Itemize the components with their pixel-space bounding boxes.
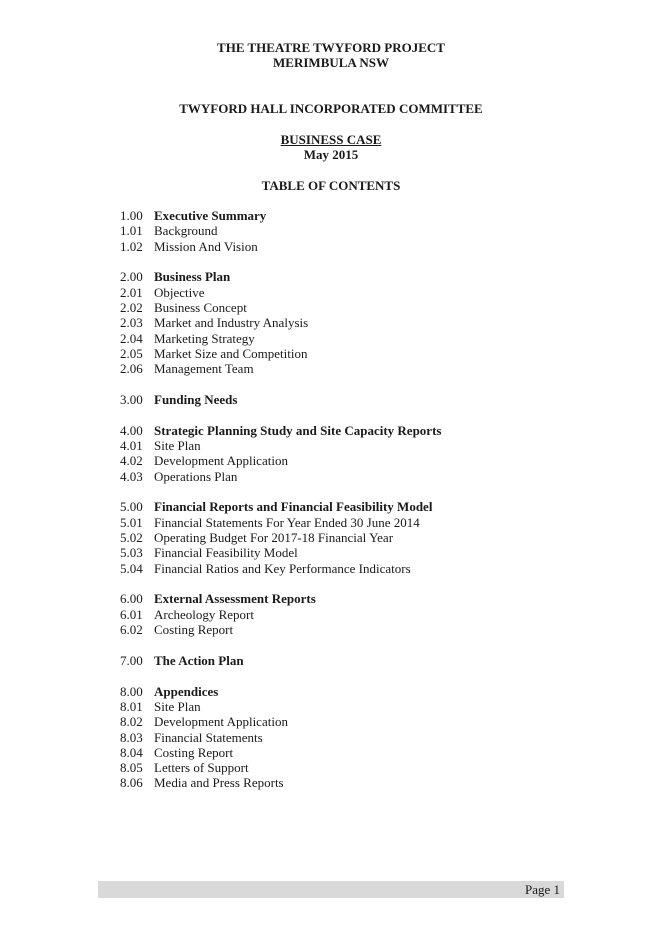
toc-section-label: The Action Plan: [154, 652, 244, 668]
toc-item-label: Financial Statements: [154, 729, 263, 745]
toc-section-label: Financial Reports and Financial Feasibility Model: [154, 499, 433, 515]
toc-item-number: 1.02: [120, 238, 143, 254]
toc-item-label: Letters of Support: [154, 760, 249, 776]
toc-section-label: Executive Summary: [154, 208, 267, 223]
toc-section: [120, 684, 580, 791]
toc-item: [120, 530, 580, 545]
toc-item-number: 4.01: [120, 438, 143, 454]
toc-item: [120, 285, 580, 300]
toc-section-heading: [120, 269, 580, 284]
toc-item: [120, 315, 580, 330]
toc-item-number: 8.06: [120, 775, 143, 791]
toc-section: [120, 653, 580, 668]
toc-item: [120, 469, 580, 484]
toc-item-number: 4.02: [120, 453, 143, 469]
document-date: May 2015: [303, 147, 359, 162]
toc-item: [120, 331, 580, 346]
toc-section-label: Appendices: [154, 683, 219, 699]
toc-item: [120, 515, 580, 530]
toc-section-number: 6.00: [120, 591, 143, 607]
toc-section: [120, 269, 580, 376]
toc-section: [120, 208, 580, 254]
toc-section-heading: [120, 684, 580, 699]
toc-item-label: Objective: [154, 284, 205, 300]
toc-item-number: 5.01: [120, 514, 143, 530]
toc-item: [120, 223, 580, 238]
toc-section-number: 5.00: [120, 499, 143, 515]
document-type: BUSINESS CASE: [280, 132, 382, 147]
toc-item-number: 2.06: [120, 361, 143, 377]
toc-item: [120, 622, 580, 637]
toc-item-label: Mission And Vision: [154, 238, 258, 254]
toc-item-label: Development Application: [154, 453, 288, 469]
toc-section-label: Strategic Planning Study and Site Capacity Reports: [154, 422, 442, 438]
page-footer: [98, 881, 564, 898]
toc-item-number: 5.03: [120, 545, 143, 561]
toc-section-number: 1.00: [120, 208, 143, 223]
toc-item-label: Costing Report: [154, 622, 234, 638]
toc-section-number: 8.00: [120, 683, 143, 699]
toc-section-number: 4.00: [120, 422, 143, 438]
toc-item: [120, 561, 580, 576]
toc-section-number: 2.00: [120, 269, 143, 285]
toc-item: [120, 545, 580, 560]
toc-item-number: 1.01: [120, 223, 143, 239]
toc-section-number: 3.00: [120, 391, 143, 407]
toc-item-number: 2.02: [120, 299, 143, 315]
toc-item-label: Background: [154, 223, 218, 239]
toc-item-number: 8.05: [120, 760, 143, 776]
toc-item-label: Operating Budget For 2017-18 Financial Year: [154, 530, 394, 546]
toc-section-heading: [120, 591, 580, 606]
project-location: MERIMBULA NSW: [273, 55, 389, 70]
toc-item-label: Costing Report: [154, 744, 234, 760]
toc-item-label: Operations Plan: [154, 468, 238, 484]
toc-item-label: Media and Press Reports: [154, 775, 284, 791]
toc-section-heading: [120, 208, 580, 223]
toc-item-label: Financial Ratios and Key Performance Indicators: [154, 560, 411, 576]
toc-item-label: Development Application: [154, 714, 288, 730]
toc-item-number: 6.02: [120, 622, 143, 638]
toc-item: [120, 730, 580, 745]
toc-section-heading: [120, 392, 580, 407]
toc-item: [120, 300, 580, 315]
toc-item-label: Business Concept: [154, 299, 247, 315]
toc-title: TABLE OF CONTENTS: [261, 178, 401, 193]
toc-item-number: 8.03: [120, 729, 143, 745]
toc-item-number: 8.04: [120, 744, 143, 760]
toc-item: [120, 760, 580, 775]
toc-item: [120, 745, 580, 760]
toc-item-number: 8.02: [120, 714, 143, 730]
toc-item-number: 2.04: [120, 330, 143, 346]
toc-section-heading: [120, 499, 580, 514]
toc-item-number: 2.01: [120, 284, 143, 300]
toc-section: [120, 392, 580, 407]
toc-item-label: Financial Statements For Year Ended 30 June 2014: [154, 514, 420, 530]
toc-item: [120, 775, 580, 790]
toc-item: [120, 607, 580, 622]
committee-title: TWYFORD HALL INCORPORATED COMMITTEE: [179, 101, 483, 116]
toc-section-label: External Assessment Reports: [154, 591, 316, 607]
toc-section-label: Business Plan: [154, 269, 231, 285]
toc-item-label: Archeology Report: [154, 606, 255, 622]
toc-item-number: 5.04: [120, 560, 143, 576]
toc-item: [120, 714, 580, 729]
toc-section-number: 7.00: [120, 652, 143, 668]
toc-section-heading: [120, 423, 580, 438]
toc-item-label: Management Team: [154, 361, 254, 377]
toc-section: [120, 591, 580, 637]
toc-item-number: 2.05: [120, 345, 143, 361]
toc-item-number: 8.01: [120, 698, 143, 714]
toc-item: [120, 453, 580, 468]
toc-section: [120, 423, 580, 484]
page-number: Page 1: [524, 882, 560, 897]
toc-item-number: 6.01: [120, 606, 143, 622]
toc-section-heading: [120, 653, 580, 668]
toc-item-label: Market and Industry Analysis: [154, 315, 309, 331]
toc-section: [120, 499, 580, 575]
table-of-contents: [120, 208, 580, 806]
toc-item-label: Marketing Strategy: [154, 330, 255, 346]
toc-item-number: 2.03: [120, 315, 143, 331]
toc-section-label: Funding Needs: [154, 391, 238, 407]
toc-item-label: Market Size and Competition: [154, 345, 308, 361]
toc-item-label: Site Plan: [154, 698, 201, 714]
toc-item: [120, 346, 580, 361]
project-title: THE THEATRE TWYFORD PROJECT: [217, 40, 445, 55]
toc-item: [120, 699, 580, 714]
toc-item: [120, 438, 580, 453]
toc-item: [120, 239, 580, 254]
toc-item: [120, 361, 580, 376]
toc-item-number: 5.02: [120, 530, 143, 546]
toc-item-label: Financial Feasibility Model: [154, 545, 298, 561]
toc-item-label: Site Plan: [154, 438, 201, 454]
toc-item-number: 4.03: [120, 468, 143, 484]
